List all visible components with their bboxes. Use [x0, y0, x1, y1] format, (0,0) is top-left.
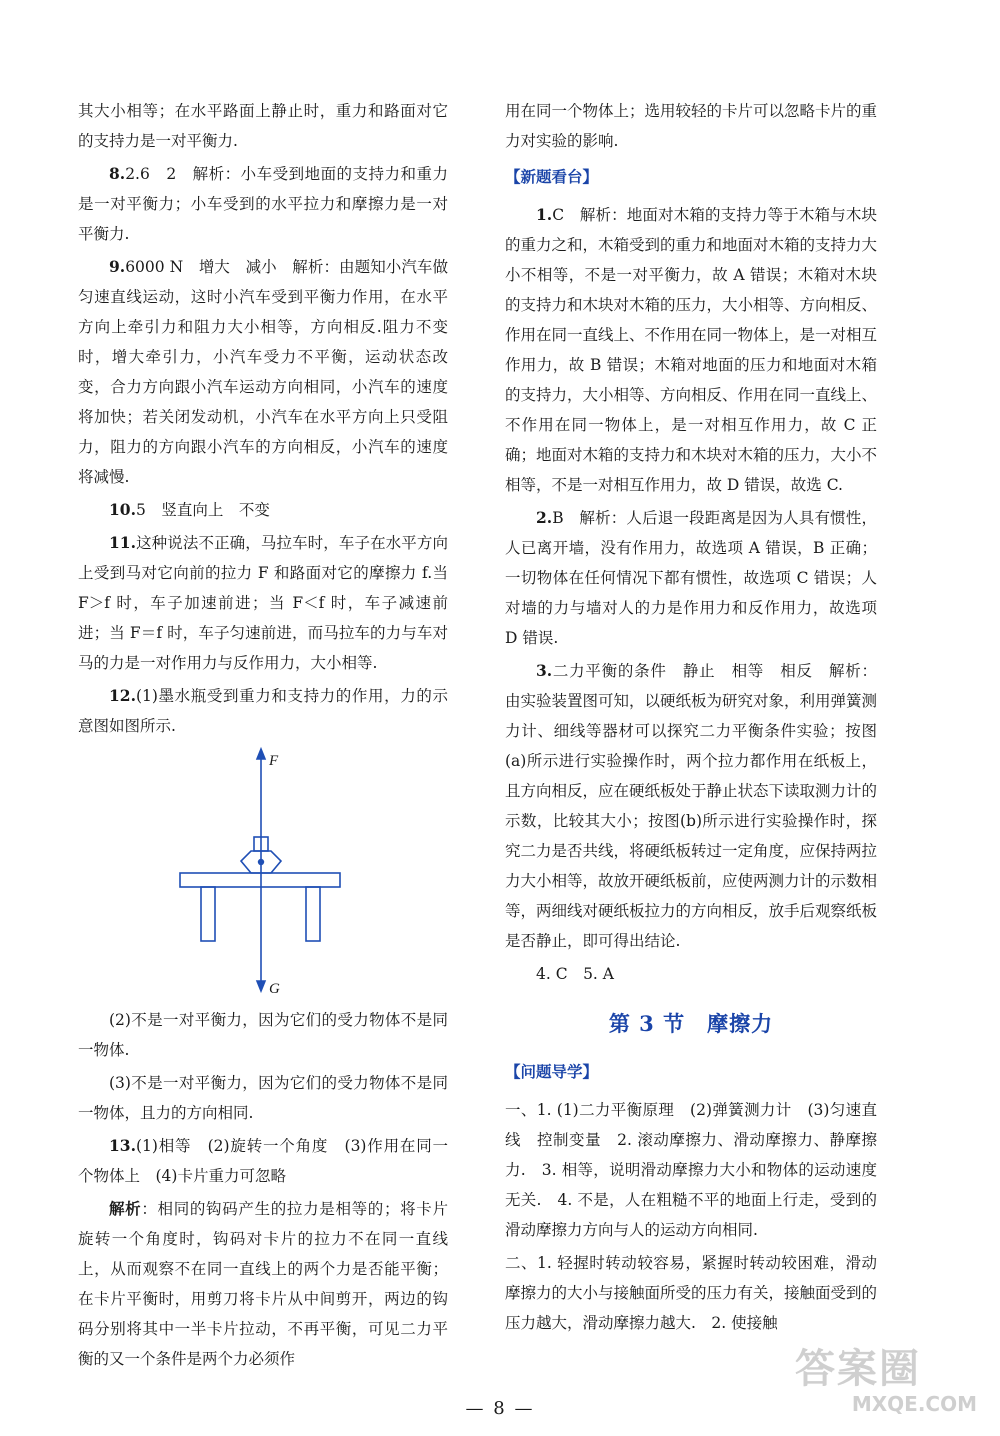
force-diagram-svg: [168, 745, 368, 997]
analysis-label: 解析: [109, 1199, 142, 1218]
page-number: — 8 —: [465, 1398, 535, 1419]
answer-12-3: (3)不是一对平衡力，因为它们的受力物体不是同一物体，且力的方向相同.: [78, 1074, 448, 1122]
watermark-text: 答案圈: [795, 1346, 921, 1392]
label-f: F: [269, 753, 279, 769]
arrow-f-head: [257, 749, 265, 759]
answer-text: 2.6 2 解析：小车受到地面的支持力和重力是一对平衡力；小车受到的水平拉力和摩擦力是一对平衡力.: [78, 165, 448, 243]
watermark-logo: [795, 1346, 985, 1426]
answer-number: 3.: [536, 661, 553, 680]
guided-answer-2: 二、1. 轻握时转动较容易，紧握时转动较困难，滑动摩擦力的大小与接触面所受的压力有关，接触面受到的压力越大，滑动摩擦力越大. 2. 使接触: [505, 1254, 878, 1332]
section-title: 第 3 节 摩擦力: [608, 1011, 774, 1036]
answer-9: [78, 252, 448, 492]
answer-8: [78, 159, 448, 249]
section-header-guided-questions: 【问题导学】: [505, 1062, 599, 1081]
center-dot: [259, 860, 264, 865]
question-4-5: 4. C 5. A: [536, 965, 614, 983]
right-column: [505, 96, 877, 1341]
answer-number: 9.: [109, 257, 126, 276]
answer-13: [78, 1131, 448, 1191]
paragraph: 其大小相等；在水平路面上静止时，重力和路面对它的支持力是一对平衡力.: [78, 102, 448, 150]
analysis-text: ：相同的钩码产生的拉力是相等的；将卡片旋转一个角度时，钩码对卡片的拉力不在同一直线上，从而观察不在同一直线上的两个力是否能平衡；在卡片平衡时，用剪刀将卡片从中间剪开，两边的钩码分别将其中一半卡片拉动，不再平衡，可见二力平衡的又一个条件是两个力必须作: [78, 1200, 448, 1368]
guided-answer-1: 一、1. (1)二力平衡原理 (2)弹簧测力计 (3)匀速直线 控制变量 2. 滚动摩擦力、滑动摩擦力、静摩擦力. 3. 相等，说明滑动摩擦力大小和物体的运动速度无关. 4. 不是，人在粗糙不平的地面上行走，受到的滑动摩擦力方向与人的运动方向相同.: [505, 1101, 877, 1239]
answer-11: [78, 528, 448, 678]
table-top: [180, 873, 340, 887]
answer-text: (1)墨水瓶受到重力和支持力的作用，力的示意图如图所示.: [78, 687, 448, 735]
answer-number: 10.: [109, 500, 136, 519]
answer-text: C 解析：地面对木箱的支持力等于木箱与木块的重力之和，木箱受到的重力和地面对木箱的支持力大小不相等，不是一对平衡力，故 A 错误；木箱对木块的支持力和木块对木箱的压力，大小相等、方向相反、作用在同一直线上、不作用在同一物体上，是一对相互作用力，故 B 错误；木箱对地面的压力和地面对木箱的支持力，大小相等、方向相反、作用在同一直线上、不作用在同一物体上，是一对相互作用力，故 C 正确；地面对木箱的支持力和木块对木箱的压力，大小不相等，不是一对相互作用力，故 D 错误，故选 C.: [505, 206, 878, 494]
answer-number: 13.: [109, 1136, 136, 1155]
table-leg-left: [201, 887, 215, 941]
table-leg-right: [306, 887, 320, 941]
answer-12: [78, 681, 448, 741]
answer-13-analysis: [78, 1194, 448, 1374]
question-2: [505, 503, 877, 653]
left-column: [78, 96, 448, 1377]
answer-number: 2.: [536, 508, 553, 527]
answer-text: 5 竖直向上 不变: [135, 501, 270, 519]
answer-12-2: (2)不是一对平衡力，因为它们的受力物体不是同一物体.: [78, 1011, 448, 1059]
answer-text: 6000 N 增大 减小 解析：由题知小汽车做匀速直线运动，这时小汽车受到平衡力作用，在水平方向上牵引力和阻力大小相等，方向相反.阻力不变时，增大牵引力，小汽车受力不平衡，运动状态改变，合力方向跟小汽车运动方向相同，小汽车的速度将加快；若关闭发动机，小汽车在水平方向上只受阻力，阻力的方向跟小汽车的方向相反，小汽车的速度将减慢.: [78, 258, 448, 486]
answer-number: 1.: [536, 205, 553, 224]
watermark-url: MXQE.COM: [851, 1392, 977, 1416]
answer-text: (1)相等 (2)旋转一个角度 (3)作用在同一个物体上 (4)卡片重力可忽略: [78, 1137, 448, 1185]
answer-text: 这种说法不正确，马拉车时，车子在水平方向上受到马对它向前的拉力 F 和路面对它的摩擦力 f.当 F＞f 时，车子加速前进；当 F＜f 时，车子减速前进；当 F＝f 时，车子匀速前进，而马拉车的力与车对马的力是一对作用力与反作用力，大小相等.: [78, 534, 448, 672]
section-header-new-questions: 【新题看台】: [505, 167, 599, 186]
question-3: [505, 656, 877, 956]
answer-10: [78, 495, 448, 525]
question-1: [505, 200, 877, 500]
answer-text: 二力平衡的条件 静止 相等 相反 解析：由实验装置图可知，以硬纸板为研究对象，利用弹簧测力计、细线等器材可以探究二力平衡条件实验；按图(a)所示进行实验操作时，两个拉力都作用在纸板上，且方向相反，应在硬纸板处于静止状态下读取测力计的示数，比较其大小；按图(b)所示进行实验操作时，探究二力是否共线，将硬纸板转过一定角度，应保持两拉力大小相等，故放开硬纸板前，应使两测力计的示数相等，两细线对硬纸板拉力的方向相反，放手后观察纸板是否静止，即可得出结论.: [505, 662, 878, 950]
label-g: G: [269, 981, 280, 997]
answer-text: B 解析：人后退一段距离是因为人具有惯性，人已离开墙，没有作用力，故选项 A 错误，B 正确；一切物体在任何情况下都有惯性，故选项 C 错误；人对墙的力与墙对人的力是作用力和反作用力，故选项 D 错误.: [505, 509, 877, 647]
arrow-g-head: [257, 981, 265, 991]
answer-number: 8.: [109, 164, 126, 183]
paragraph: 用在同一个物体上；选用较轻的卡片可以忽略卡片的重力对实验的影响.: [505, 102, 878, 150]
answer-number: 11.: [109, 533, 136, 552]
force-diagram: [78, 745, 448, 997]
answer-number: 12.: [109, 686, 136, 705]
